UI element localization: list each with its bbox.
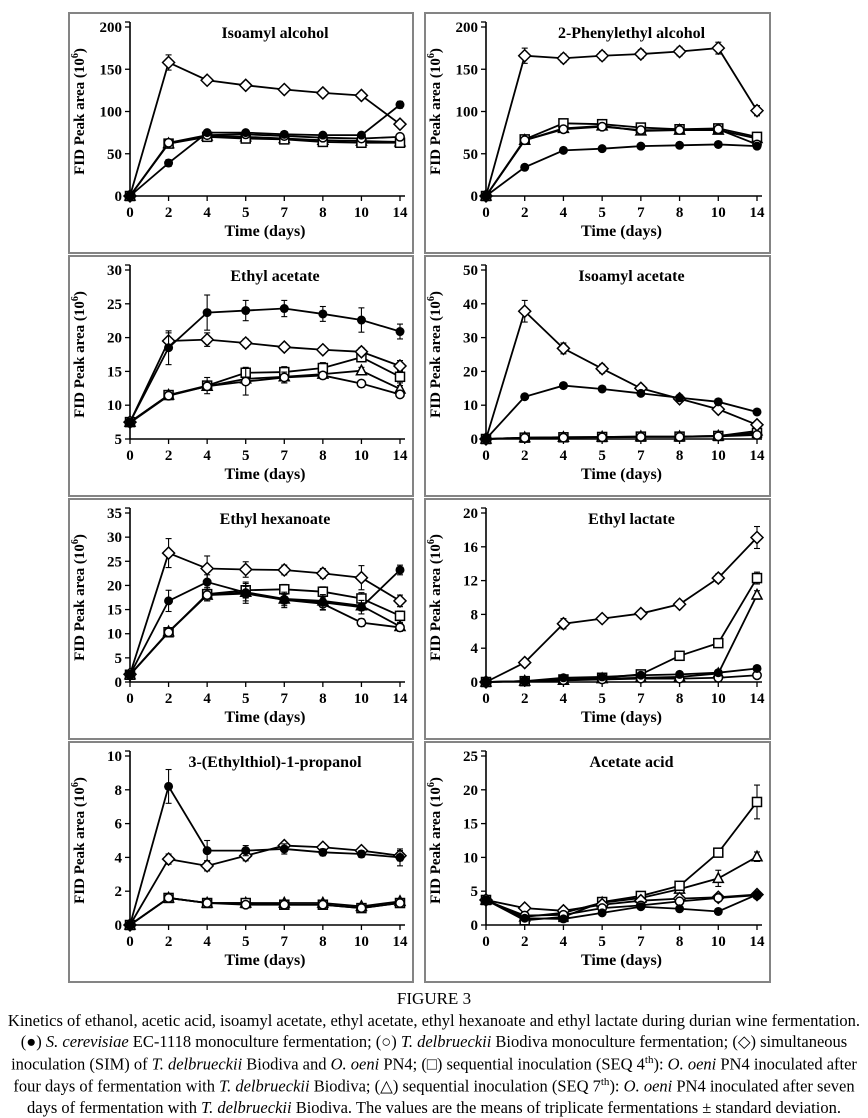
svg-text:2: 2: [520, 205, 529, 221]
svg-text:30: 30: [463, 330, 478, 347]
svg-text:150: 150: [99, 62, 122, 79]
svg-text:FID Peak area (106): FID Peak area $(10^6)$: [426, 291, 444, 418]
svg-text:Ethyl lactate: Ethyl lactate: [588, 511, 675, 528]
svg-text:Time (days): Time (days): [580, 709, 663, 726]
ethyl-hexanoate-chart: [70, 500, 412, 738]
svg-text:7: 7: [280, 691, 289, 707]
svg-text:7: 7: [280, 448, 289, 464]
svg-text:14: 14: [749, 691, 765, 707]
chart-panel-ethyl-lactate: [424, 498, 771, 740]
svg-text:7: 7: [637, 448, 645, 464]
svg-text:15: 15: [107, 364, 122, 381]
svg-text:Time (days): Time (days): [580, 223, 663, 240]
figure-label: FIGURE 3: [396, 989, 472, 1008]
svg-text:Time (days): Time (days): [580, 952, 663, 969]
svg-text:10: 10: [710, 691, 726, 707]
svg-text:0: 0: [114, 189, 122, 205]
svg-text:10: 10: [353, 205, 369, 221]
svg-text:Acetate acid: Acetate acid: [589, 754, 674, 771]
svg-text:0: 0: [114, 918, 122, 934]
svg-text:10: 10: [710, 934, 726, 950]
svg-text:0: 0: [126, 691, 134, 707]
svg-text:40: 40: [463, 296, 478, 313]
svg-text:10: 10: [353, 934, 369, 950]
svg-text:14: 14: [392, 934, 408, 950]
svg-text:8: 8: [114, 782, 122, 799]
svg-text:0: 0: [470, 189, 478, 205]
chart-panel-isoamyl-alcohol: [68, 12, 414, 254]
svg-text:Time (days): Time (days): [224, 223, 306, 240]
svg-text:7: 7: [637, 205, 645, 221]
svg-text:10: 10: [353, 691, 369, 707]
svg-text:50: 50: [463, 263, 478, 279]
svg-text:Isoamyl alcohol: Isoamyl alcohol: [221, 25, 329, 42]
svg-text:10: 10: [353, 448, 369, 464]
svg-text:30: 30: [107, 530, 122, 547]
svg-text:4: 4: [470, 641, 478, 658]
svg-text:8: 8: [675, 934, 684, 950]
svg-text:7: 7: [637, 691, 645, 707]
svg-text:4: 4: [559, 934, 568, 950]
svg-text:10: 10: [463, 398, 478, 415]
svg-text:0: 0: [470, 675, 478, 691]
svg-text:4: 4: [203, 448, 211, 464]
svg-text:4: 4: [559, 691, 568, 707]
svg-text:8: 8: [470, 607, 478, 624]
svg-text:10: 10: [107, 626, 122, 643]
svg-text:8: 8: [675, 691, 684, 707]
svg-text:5: 5: [598, 205, 606, 221]
svg-text:20: 20: [463, 506, 478, 522]
svg-text:20: 20: [107, 330, 122, 347]
svg-text:0: 0: [470, 432, 478, 448]
svg-text:4: 4: [203, 691, 211, 707]
svg-text:FID Peak area (106): FID Peak area $(10^6)$: [70, 291, 88, 418]
svg-text:5: 5: [241, 934, 250, 950]
acetate-acid-chart: [426, 743, 769, 981]
isoamyl-acetate-chart: [426, 257, 769, 495]
svg-text:2: 2: [164, 934, 173, 950]
svg-text:5: 5: [241, 691, 250, 707]
ethylthiol-propanol-chart: [70, 743, 412, 981]
svg-text:Isoamyl acetate: Isoamyl acetate: [578, 268, 685, 285]
chart-panel-ethylthiol-propanol: [68, 741, 414, 983]
svg-text:14: 14: [749, 934, 765, 950]
ethyl-lactate-chart: [426, 500, 769, 738]
svg-text:15: 15: [463, 816, 478, 833]
svg-text:4: 4: [203, 934, 211, 950]
svg-text:2: 2: [520, 691, 529, 707]
chart-grid: [68, 12, 771, 983]
svg-text:6: 6: [114, 816, 122, 833]
svg-text:10: 10: [463, 850, 478, 867]
isoamyl-alcohol-chart: [70, 14, 412, 252]
svg-text:FID Peak area (106): FID Peak area $(10^6)$: [70, 777, 88, 904]
svg-text:2: 2: [520, 448, 529, 464]
svg-text:0: 0: [482, 934, 490, 950]
chart-panel-2-phenylethyl-alcohol: [424, 12, 771, 254]
svg-text:10: 10: [107, 749, 122, 765]
svg-text:50: 50: [107, 146, 122, 163]
svg-text:3-(Ethylthiol)-1-propanol: 3-(Ethylthiol)-1-propanol: [188, 754, 362, 771]
svg-text:Time (days): Time (days): [224, 952, 306, 969]
svg-text:10: 10: [107, 398, 122, 415]
svg-text:5: 5: [598, 691, 606, 707]
svg-text:5: 5: [114, 650, 122, 667]
svg-text:7: 7: [280, 934, 289, 950]
svg-text:5: 5: [241, 448, 250, 464]
svg-text:8: 8: [675, 205, 684, 221]
chart-panel-ethyl-hexanoate: [68, 498, 414, 740]
svg-text:2-Phenylethyl alcohol: 2-Phenylethyl alcohol: [557, 25, 706, 42]
svg-text:10: 10: [710, 205, 726, 221]
svg-text:0: 0: [482, 448, 490, 464]
svg-text:2: 2: [114, 884, 122, 901]
svg-text:0: 0: [482, 205, 490, 221]
svg-text:8: 8: [675, 448, 684, 464]
svg-text:8: 8: [319, 205, 327, 221]
2-phenylethyl-alcohol-chart: [426, 14, 769, 252]
svg-text:Ethyl hexanoate: Ethyl hexanoate: [219, 511, 331, 528]
svg-text:8: 8: [319, 934, 327, 950]
svg-text:200: 200: [99, 20, 122, 36]
svg-text:4: 4: [559, 205, 568, 221]
svg-text:14: 14: [392, 691, 408, 707]
svg-text:15: 15: [107, 602, 122, 619]
figure-caption: [4, 988, 864, 1118]
svg-text:8: 8: [319, 691, 327, 707]
svg-text:2: 2: [520, 934, 529, 950]
chart-panel-acetate-acid: [424, 741, 771, 983]
svg-text:Time (days): Time (days): [224, 709, 306, 726]
svg-text:0: 0: [482, 691, 490, 707]
svg-text:7: 7: [280, 205, 289, 221]
svg-text:14: 14: [749, 448, 765, 464]
svg-text:FID Peak area (106): FID Peak area $(10^6)$: [426, 48, 444, 175]
svg-text:0: 0: [126, 934, 134, 950]
svg-text:35: 35: [107, 506, 122, 522]
svg-text:5: 5: [598, 934, 606, 950]
svg-text:25: 25: [463, 749, 478, 765]
svg-text:30: 30: [107, 263, 122, 279]
svg-text:12: 12: [463, 573, 478, 590]
svg-text:150: 150: [455, 62, 478, 79]
svg-text:25: 25: [107, 296, 122, 313]
svg-text:Time (days): Time (days): [580, 466, 663, 483]
svg-text:50: 50: [463, 146, 478, 163]
svg-text:20: 20: [463, 364, 478, 381]
svg-text:Ethyl acetate: Ethyl acetate: [230, 268, 320, 285]
svg-text:200: 200: [455, 20, 478, 36]
svg-text:5: 5: [114, 432, 122, 448]
svg-text:7: 7: [637, 934, 645, 950]
svg-text:2: 2: [164, 691, 173, 707]
svg-text:20: 20: [107, 578, 122, 595]
svg-text:FID Peak area (106): FID Peak area $(10^6)$: [70, 534, 88, 661]
svg-text:100: 100: [99, 104, 122, 121]
svg-text:8: 8: [319, 448, 327, 464]
svg-text:4: 4: [114, 850, 122, 867]
svg-text:16: 16: [463, 539, 478, 556]
svg-text:FID Peak area (106): FID Peak area $(10^6)$: [426, 777, 444, 904]
svg-text:100: 100: [455, 104, 478, 121]
figure-caption-text: Kinetics of ethanol, acetic acid, isoamyl acetate, ethyl acetate, ethyl hexanoate and ethyl lactate during durian wine fermentation. (●) S. cerevisiae EC-1118 monoculture fermentation; (○) T. delbrueckii Biodiva monoculture fermentation; (◇) simultaneous inoculation (SIM) of T. delbrueckii Biodiva and O. oeni PN4; (□) sequential inoculation (SEQ 4th): O. oeni PN4 inoculated after four days of fermentation with T. delbrueckii Biodiva; (△) sequential inoculation (SEQ 7th): O. oeni PN4 inoculated after seven days of fermentation with T. delbrueckii Biodiva. The values are the means of triplicate fermentations ± standard deviation.: [7, 1011, 861, 1117]
svg-text:5: 5: [598, 448, 606, 464]
svg-text:0: 0: [126, 448, 134, 464]
svg-text:5: 5: [241, 205, 250, 221]
ethyl-acetate-chart: [70, 257, 412, 495]
svg-text:0: 0: [126, 205, 134, 221]
chart-panel-ethyl-acetate: [68, 255, 414, 497]
svg-text:14: 14: [392, 205, 408, 221]
svg-text:5: 5: [470, 884, 478, 901]
svg-text:Time (days): Time (days): [224, 466, 306, 483]
svg-text:0: 0: [470, 918, 478, 934]
svg-text:2: 2: [164, 448, 173, 464]
svg-text:2: 2: [164, 205, 173, 221]
svg-text:4: 4: [203, 205, 211, 221]
svg-text:25: 25: [107, 554, 122, 571]
svg-text:FID Peak area (106): FID Peak area $(10^6)$: [70, 48, 88, 175]
svg-text:4: 4: [559, 448, 568, 464]
svg-text:20: 20: [463, 782, 478, 799]
chart-panel-isoamyl-acetate: [424, 255, 771, 497]
svg-text:14: 14: [392, 448, 408, 464]
svg-text:14: 14: [749, 205, 765, 221]
svg-text:10: 10: [710, 448, 726, 464]
svg-text:FID Peak area (106): FID Peak area $(10^6)$: [426, 534, 444, 661]
svg-text:0: 0: [114, 675, 122, 691]
